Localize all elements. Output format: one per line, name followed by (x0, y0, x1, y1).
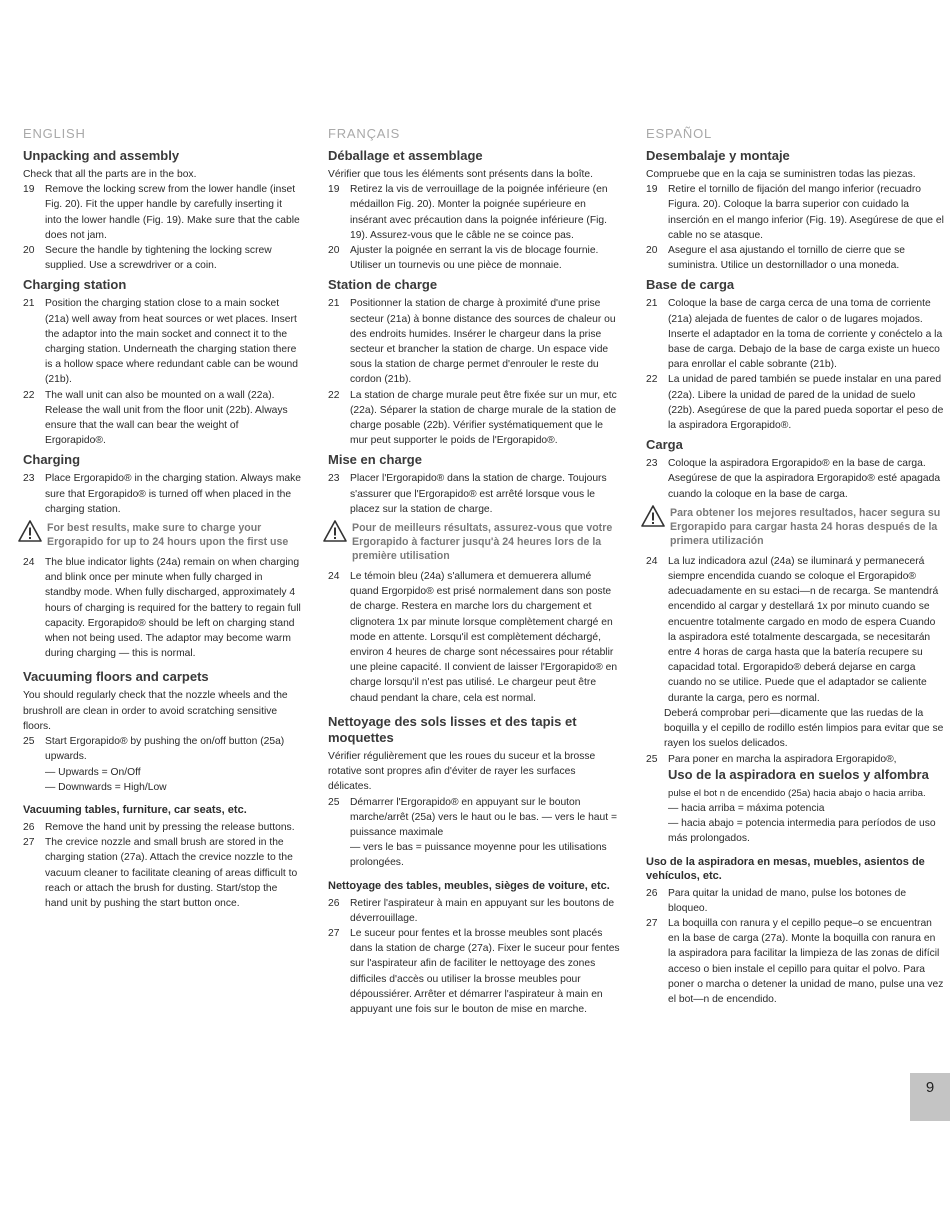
item-text: Retirez la vis de verrouillage de la poignée inférieure (en médaillon Fig. 20). Monter la poignée supérieure en insérant avec précaution dans la poignée inférieure (Fig. 19). Assurez-vous que le câble ne se coince pas. (350, 184, 608, 241)
item-text: La unidad de pared también se puede instalar en una pared (22a). Libere la unidad de pared de la unidad de suelo (22b). Asegúrese de que la pared pueda soportar el peso de la aspiradora Ergorapido®. (668, 374, 944, 432)
list-item: 19 Retire el tornillo de fijación del mango inferior (recuadro Figura. 20). Coloque la barra superior con cuidado la inserción en el mango inferior (Fig. 19). Asegúrese de que el cable no se atasque. (646, 184, 944, 241)
subsection-title: Uso de la aspiradora en mesas, muebles, asientos de vehículos, etc. (646, 855, 925, 882)
list-item: 22 La unidad de pared también se puede instalar en una pared (22a). Libere la unidad de pared de la unidad de suelo (22b). Asegúrese de que la pared pueda soportar el peso de la aspiradora Ergorapido®. (646, 374, 944, 432)
list-item: 23 Place Ergorapido® in the charging station. Always make sure that Ergorapido® is turned off when placed in the charging station. (23, 473, 301, 515)
section-title: Charging (23, 452, 81, 468)
section-title: Mise en charge (328, 452, 422, 468)
list-item: 19 Retirez la vis de verrouillage de la poignée inférieure (en médaillon Fig. 20). Monter la poignée supérieure en insérant avec précaution dans la poignée inférieure (Fig. 19). Assurez-vous que le câble ne se coince pas. (328, 184, 608, 241)
warning-triangle-icon (322, 519, 348, 543)
list-item: 19 Remove the locking screw from the lower handle (inset Fig. 20). Fit the upper handle by carefully inserting it into the lower handle (Fig. 19). Make sure that the cable does not jam. (23, 184, 300, 241)
section-title: Unpacking and assembly (23, 148, 180, 163)
item-text: Retirer l'aspirateur à main en appuyant sur les boutons de déverrouillage. (350, 897, 615, 924)
list-item: 25 Démarrer l'Ergorapido® en appuyant sur le bouton marche/arrêt (25a) vers le haut ou le bas. — vers le haut = puissance maximale (328, 796, 617, 838)
section-title: Base de carga (646, 277, 735, 293)
section-title: Déballage et assemblage (328, 148, 483, 163)
paragraph: Compruebe que en la caja se suministren todas las piezas. (646, 169, 916, 180)
item-text: La luz indicadora azul (24a) se iluminará y permanecerá siempre encendida cuando se coloque el Ergorapido® adecuadamente en su estaci—n de recarga. Se mantendrá encendido al cargar y destellará 1x por minuto cuando se encuentre totalmente cargado en modo de espera Cuando la aspiradora esté totalmente descargada, se necesitarán entre 4 horas de carga hasta que la batería recupere su capacidad total. Ergorapido® deberá dejarse en carga cuando no se utilice. Puede que el adaptador se caliente durante la carga, pero es normal. (668, 555, 939, 704)
warning-note (646, 506, 944, 548)
item-text: The crevice nozzle and small brush are stored in the charging station (27a). Attach the crevice nozzle to the vacuum cleaner to facilitate cleaning of areas difficult to reach or attach the brush for dusting. Start/stop the hand unit by pushing the start button once. (45, 837, 298, 909)
list-item: 24 The blue indicator lights (24a) remain on when charging and blink once per minute when fully charged in standby mode. When fully discharged, approximately 4 hours of charging is required for the battery to regain full capacity. Ergorapido® should be left on charging stand when not being used. The adaptor may become warm during charging — this is normal. (23, 557, 301, 660)
section-title: Desembalaje y montaje (646, 148, 790, 163)
item-text: Secure the handle by tightening the locking screw supplied. Use a screwdriver or a coin. (45, 245, 272, 272)
item-text: Place Ergorapido® in the charging station. Always make sure that Ergorapido® is turned off when placed in the charging station. (45, 473, 301, 515)
item-text: The wall unit can also be mounted on a wall (22a). Release the wall unit from the floor unit (22b). Always ensure that the wall can bear the weight of Ergorapido®. (45, 389, 288, 447)
section-title: Charging station (23, 277, 127, 293)
list-item: 26 Retirer l'aspirateur à main en appuyant sur les boutons de déverrouillage. (328, 897, 615, 924)
item-text: Ajuster la poignée en serrant la vis de blocage fournie. Utiliser un tournevis ou une pièce de monnaie. (350, 245, 599, 272)
item-text: La boquilla con ranura y el cepillo peque–o se encuentran en la base de carga (27a). Monte la boquilla con ranura en la aspiradora para facilitar la limpieza de las zonas de difícil acceso o bien instale el cepillo para quitar el polvo. Para poner o marcha o detener la unidad de mano, pulse una vez el bot—n de encendido. (668, 917, 944, 1005)
page-number: 9 (925, 1079, 935, 1096)
list-item: 20 Ajuster la poignée en serrant la vis de blocage fournie. Utiliser un tournevis ou une pièce de monnaie. (328, 245, 599, 272)
list-item: 22 The wall unit can also be mounted on a wall (22a). Release the wall unit from the floor unit (22b). Always ensure that the wall can bear the weight of Ergorapido®. (23, 389, 288, 447)
paragraph: Vérifier régulièrement que les roues du suceur et la brosse rotative sont propres afin d'éviter de rayer les surfaces délicates. (328, 750, 596, 793)
warning-text: For best results, make sure to charge your Ergorapido for up to 24 hours upon the first use (47, 522, 289, 549)
item-text: The blue indicator lights (24a) remain on when charging and blink once per minute when fully charged in standby mode. When fully discharged, approximately 4 hours of charging is required for the battery to regain full capacity. Ergorapido® should be left on charging stand when not being used. The adaptor may become warm during charging — this is normal. (45, 557, 301, 660)
section-title: Nettoyage des sols lisses et des tapis et moquettes (328, 713, 577, 745)
item-text: Le témoin bleu (24a) s'allumera et demuerera allumé quand Ergorpido® est prisé normalement dans son poste de charge. Restera en marche lors du chargement et clignotera 1x par minute lorsque complètement chargé en mode en attente. Lorsqu'il est complètement déchargé, environ 4 heures de charge sont nécessaires pour rétablir une pleine capacité. Il convient de laisser l'Ergorapido® en charge lorsqu'il n'est pas utilisé. Le chargeur peut être chaud pendant la chare, cela est normal. (350, 571, 618, 704)
list-item: 20 Secure the handle by tightening the locking screw supplied. Use a screwdriver or a coin. (23, 245, 272, 272)
list-item: 23 Coloque la aspiradora Ergorapido® en la base de carga. Asegúrese de que la aspiradora Ergorapido® esté apagada cuando la coloque en la base de carga. (646, 458, 941, 500)
list-item: 24 La luz indicadora azul (24a) se iluminará y permanecerá siempre encendida cuando se coloque el Ergorapido® adecuadamente en su estaci—n de recarga. Se mantendrá encendido al cargar y destellará 1x por minuto cuando se encuentre totalmente cargado en modo de espera Cuando la aspiradora esté totalmente descargada, se necesitarán entre 4 horas de carga hasta que la batería recupere su capacidad total. Ergorapido® deberá dejarse en carga cuando no se utilice. Puede que el adaptador se caliente durante la carga, pero es normal. (646, 555, 939, 704)
list-item: 22 La station de charge murale peut être fixée sur un mur, etc (22a). Séparer la station de charge murale de la station de charge posable (22b). Vérifier systématiquement que le mur peut supporter le poids de l'Ergorapido®. (328, 389, 617, 447)
list-subitem: pulse el bot n de encendido (25a) hacia abajo o hacia arriba. (668, 787, 926, 799)
column-english (23, 126, 301, 911)
item-text: Coloque la aspiradora Ergorapido® en la base de carga. Asegúrese de que la aspiradora Ergorapido® esté apagada cuando la coloque en la base de carga. (668, 458, 941, 500)
language-heading: ENGLISH (23, 126, 86, 141)
item-text: Coloque la base de carga cerca de una toma de corriente (21a) alejada de fuentes de calor o de lugares mojados. Inserte el adaptador en la toma de corriente y conéctelo a la base de carga. Debajo de la base de carga existe un hueco para enrollar el cable sobrante (21b). (668, 298, 943, 371)
paragraph: You should regularly check that the nozzle wheels and the brushroll are clean in order to avoid scratching sensitive floors. (23, 690, 288, 732)
section-title: Vacuuming floors and carpets (23, 669, 209, 685)
column-spanish (646, 126, 944, 1007)
list-item: 27 Le suceur pour fentes et la brosse meubles sont placés dans la station de charge (27a). Fixer le suceur pour fentes sur l'aspirateur afin de faciliter le nettoyage des zones difficiles d'accès ou utiliser la brosse meubles pour dépoussiérer. Arrêter et démarrer l'aspirateur à main en appuyant une fois sur le bouton de mise en marche. (328, 927, 620, 1015)
language-heading: ESPAÑOL (646, 126, 713, 141)
subsection-title: Vacuuming tables, furniture, car seats, etc. (23, 803, 247, 816)
list-subitem: — Upwards = On/Off (45, 766, 141, 778)
list-subitem: — vers le bas = puissance moyenne pour les utilisations prolongées. (350, 842, 607, 869)
list-item: 20 Asegure el asa ajustando el tornillo de cierre que se suministra. Utilice un destornillador o una moneda. (646, 245, 905, 272)
item-text: Remove the locking screw from the lower handle (inset Fig. 20). Fit the upper handle by carefully inserting it into the lower handle (Fig. 19). Make sure that the cable does not jam. (45, 184, 300, 241)
warning-note (328, 521, 620, 563)
paragraph: Deberá comprobar peri—dicamente que las ruedas de la boquilla y el cepillo de rodillo estén limpios para evitar que se rayen los suelos delicados. (664, 707, 944, 750)
list-item: 21 Positionner la station de charge à proximité d'une prise secteur (21a) à bonne distance des sources de chaleur ou des endroits humides. Insérer le chargeur dans la prise secteur et brancher la station de charge. Un espace vide sous la station de charge permet d'enrouler le reste du cordon (21b). (328, 298, 616, 386)
item-text: Start Ergorapido® by pushing the on/off button (25a) upwards. (45, 736, 285, 763)
section-title: Uso de la aspiradora en suelos y alfombra (668, 766, 929, 782)
item-text: Para quitar la unidad de mano, pulse los botones de bloqueo. (668, 887, 907, 914)
item-text: Positionner la station de charge à proximité d'une prise secteur (21a) à bonne distance des sources de chaleur ou des endroits humides. Insérer le chargeur dans la prise secteur et brancher la station de charge. Un espace vide sous la station de charge permet d'enrouler le reste du cordon (21b). (350, 298, 616, 386)
list-item: 26 Para quitar la unidad de mano, pulse los botones de bloqueo. (646, 887, 907, 914)
section-title: Station de charge (328, 277, 438, 293)
paragraph: Vérifier que tous les éléments sont présents dans la boîte. (328, 169, 594, 180)
list-item: 21 Position the charging station close to a main socket (21a) well away from heat sources or wet places. Insert the adaptor into the main socket and connect it to the charging station. Underneath the charging station there is a hollow space where redundant cable can be wound (21b). (23, 298, 299, 386)
list-item: 24 Le témoin bleu (24a) s'allumera et demuerera allumé quand Ergorpido® est prisé normalement dans son poste de charge. Restera en marche lors du chargement et clignotera 1x par minute lorsque complètement chargé en mode en attente. Lorsqu'il est complètement déchargé, environ 4 heures de charge sont nécessaires pour rétablir une pleine capacité. Il convient de laisser l'Ergorapido® en charge lorsqu'il n'est pas utilisé. Le chargeur peut être chaud pendant la chare, cela est normal. (328, 571, 618, 704)
paragraph: Check that all the parts are in the box. (23, 169, 197, 180)
item-text: Démarrer l'Ergorapido® en appuyant sur le bouton marche/arrêt (25a) vers le haut ou le bas. — vers le haut = puissance maximale (350, 796, 617, 838)
item-text: Placer l'Ergorapido® dans la station de charge. Toujours s'assurer que l'Ergorapido® est arrêté lorsque vous le placez sur la station de charge. (350, 473, 607, 515)
subsection-title: Nettoyage des tables, meubles, sièges de voiture, etc. (328, 879, 610, 892)
item-text: Retire el tornillo de fijación del mango inferior (recuadro Figura. 20). Coloque la barra superior con cuidado la inserción en el mango inferior (Fig. 19). Asegúrese de que el cable no se atasque. (668, 184, 944, 241)
list-subitem: — hacia arriba = máxima potencia (668, 802, 825, 814)
list-item: 25 Start Ergorapido® by pushing the on/off button (25a) upwards. (23, 736, 285, 763)
language-heading: FRANÇAIS (328, 126, 401, 141)
list-item: 27 La boquilla con ranura y el cepillo peque–o se encuentran en la base de carga (27a). Monte la boquilla con ranura en la aspiradora para facilitar la limpieza de las zonas de difícil acceso o bien instale el cepillo para quitar el polvo. Para poner o marcha o detener la unidad de mano, pulse una vez el bot—n de encendido. (646, 917, 944, 1005)
list-item: 27 The crevice nozzle and small brush are stored in the charging station (27a). Attach the crevice nozzle to the vacuum cleaner to facilitate cleaning of areas difficult to reach or attach the brush for dusting. Start/stop the hand unit by pushing the start button once. (23, 837, 298, 909)
item-text: Para poner en marcha la aspiradora Ergorapido®, (668, 753, 897, 765)
list-item: 26 Remove the hand unit by pressing the release buttons. (23, 821, 295, 833)
warning-note (23, 521, 301, 549)
warning-text: Para obtener los mejores resultados, hacer segura su Ergorapido para cargar hasta 24 horas después de la primera utilización (670, 506, 941, 547)
list-subitem: — Downwards = High/Low (45, 781, 167, 793)
item-text: Asegure el asa ajustando el tornillo de cierre que se suministra. Utilice un destornillador o una moneda. (668, 245, 905, 272)
warning-triangle-icon (17, 519, 43, 543)
section-title: Carga (646, 437, 683, 453)
item-text: Le suceur pour fentes et la brosse meubles sont placés dans la station de charge (27a). Fixer le suceur pour fentes sur l'aspirateur afin de faciliter le nettoyage des zones difficiles d'accès ou utiliser la brosse meubles pour dépoussiérer. Arrêter et démarrer l'aspirateur à main en appuyant une fois sur le bouton de mise en marche. (350, 927, 620, 1015)
list-item: 21 Coloque la base de carga cerca de una toma de corriente (21a) alejada de fuentes de calor o de lugares mojados. Inserte el adaptador en la toma de corriente y conéctelo a la base de carga. Debajo de la base de carga existe un hueco para enrollar el cable sobrante (21b). (646, 298, 943, 371)
page-number-tab (910, 1073, 950, 1121)
column-french (328, 126, 620, 1017)
item-text: Position the charging station close to a main socket (21a) well away from heat sources or wet places. Insert the adaptor into the main socket and connect it to the charging station. Underneath the charging station there is a hollow space where redundant cable can be wound (21b). (45, 298, 299, 386)
item-text: Remove the hand unit by pressing the release buttons. (45, 821, 295, 833)
list-item: 23 Placer l'Ergorapido® dans la station de charge. Toujours s'assurer que l'Ergorapido® est arrêté lorsque vous le placez sur la station de charge. (328, 473, 607, 515)
list-item: 25 Para poner en marcha la aspiradora Ergorapido®, (646, 753, 897, 765)
item-text: La station de charge murale peut être fixée sur un mur, etc (22a). Séparer la station de charge murale de la station de charge posable (22b). Vérifier systématiquement que le mur peut supporter le poids de l'Ergorapido®. (350, 389, 617, 447)
warning-text: Pour de meilleurs résultats, assurez-vous que votre Ergorapido à facturer jusqu'à 24 heures lors de la première utilisation (352, 522, 613, 563)
warning-triangle-icon (640, 504, 666, 528)
list-subitem: — hacia abajo = potencia intermedia para períodos de uso más prolongados. (668, 818, 936, 845)
